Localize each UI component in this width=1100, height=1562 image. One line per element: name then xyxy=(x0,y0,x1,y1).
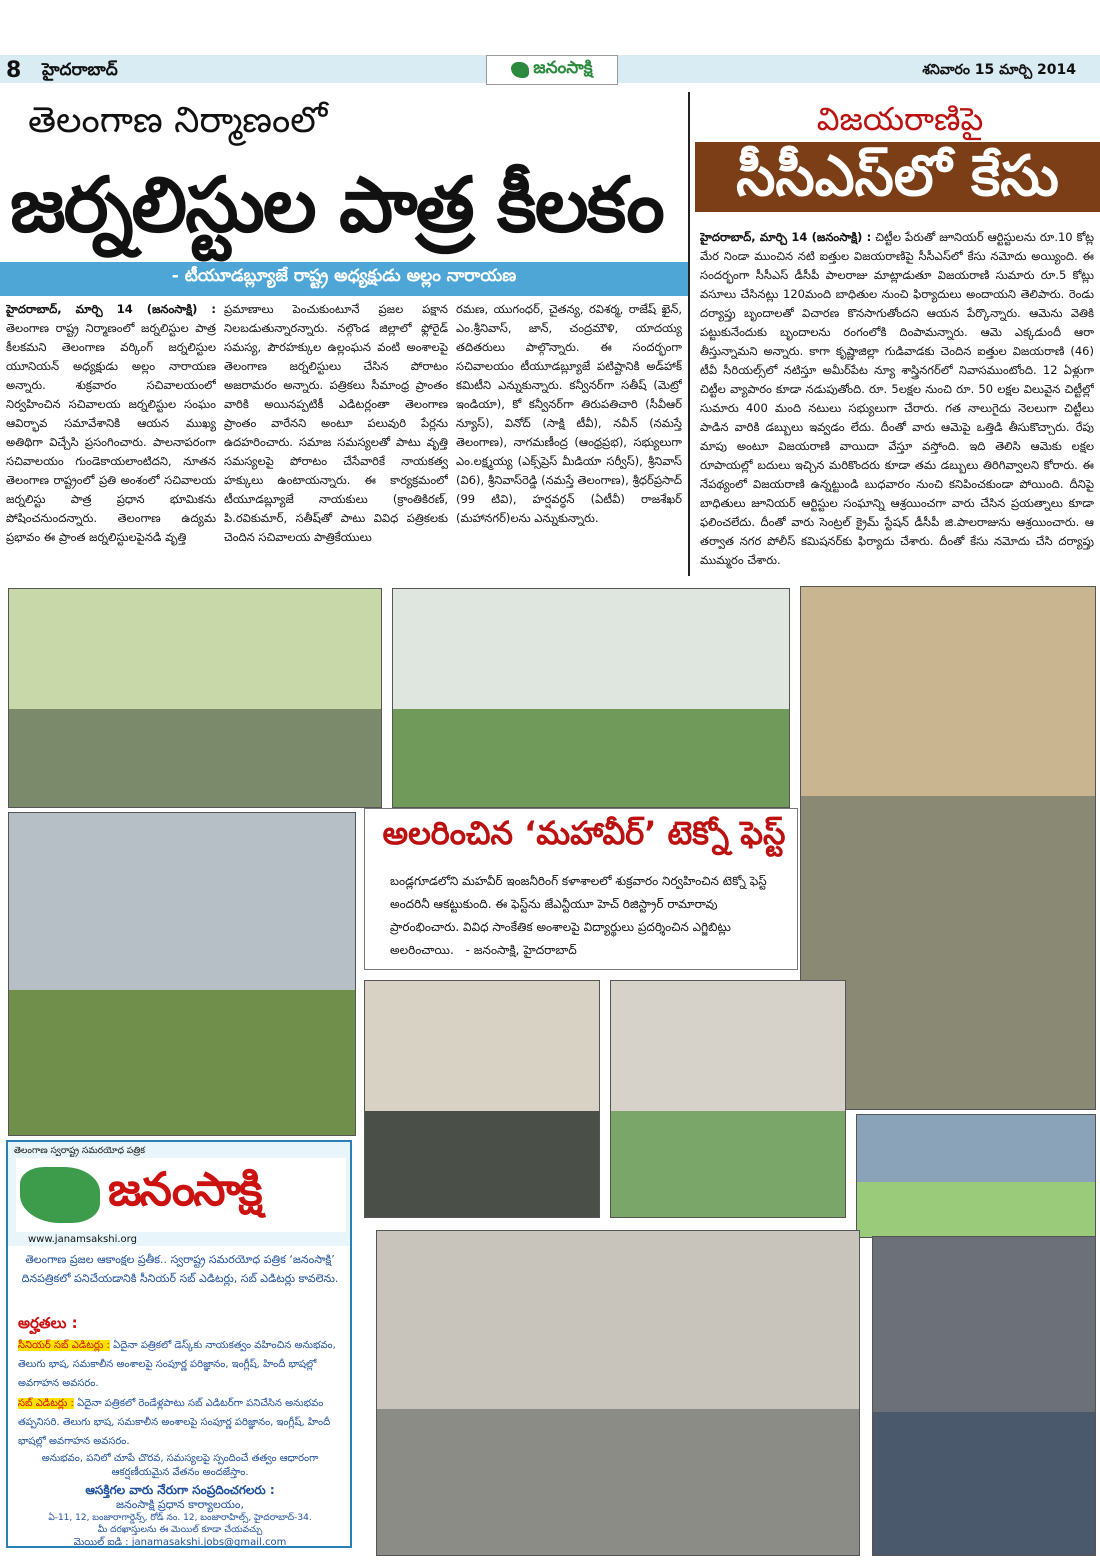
ad-address: ఏ-11, 12, బంజారాగార్డెన్స్, రోడ్ నం. 12, బంజారాహిల్స్, హైదరాబాద్-34. xyxy=(48,1513,312,1523)
photo-model-village xyxy=(856,1114,1096,1238)
tech-fest-credit: - జనంసాక్షి, హైదరాబాద్ xyxy=(465,943,577,957)
side-body: చిట్టీల పేరుతో జూనియర్ ఆర్టిస్టులను రూ.10 కోట్ల మేర నిండా ముంచిన నటి ఐత్తుల విజయరాణిపై సీసీఎస్‌లో కేసు నమోదు అయ్యింది. ఈ సందర్భంగా సీసీఎస్ డీసీపీ పాలరాజు మాట్లాడుతూ విజయరాణి సుమారు రూ.5 కోట్లు వసూలు చేసినట్లు 120మంది బాధితుల నుంచి ఫిర్యాదులు అందాయని తెలిపారు. రెండు దర్యాప్తు బృందాలతో విచారణ కొనసాగుతోందని ఆయన పేర్కొన్నారు. ఆమెను వెతికి పట్టుకునేందుకు బృందాలను రంగంలోకి దింపామన్నారు. ఆమె ఎక్కడుందీ ఆరా తీస్తున్నామని అన్నారు. కాగా కృష్ణాజిల్లా గుడివాడకు చెందిన ఐత్తుల విజయరాణి (46) టీవీ సీరియల్స్‌లో నటిస్తూ అమీర్‌పేట న్యూ శాస్త్రినగర్‌లో నివాసముంటోంది. 12 ఏళ్లుగా చిట్టీల వ్యాపారం కూడా నడుపుతోంది. రూ. 5లక్షల నుంచి రూ. 50 లక్షల విలువైన చిట్టీల్లో సుమారు 400 మంది నటులు సభ్యులుగా చేరారు. గత నాలుగైదు నెలలుగా చిట్టీలు పాడిన వారికి డబ్బులు ఇవ్వడం లేదు. దీంతో వారు ఆమెపై ఒత్తిడి తీసుకొచ్చారు. రేపు మాపు అంటూ విజయరాణి వాయిదా వేస్తూ వస్తోంది. ఇది తెలిసి ఆమెకు లక్షల రూపాయల్లో బదులు ఇచ్చిన మరికొందరు కూడా తమ డబ్బులు తిరిగివ్వాలని కోరారు. ఈ నేపథ్యంలో విజయరాణి ఉన్నట్టుండి బుధవారం నుంచి కనిపించకుండా పోయింది. దీనిపై బాధితులు జూనియర్ ఆర్టిస్టుల సంఘాన్ని ఆశ్రయించగా వారు చేసిన ప్రయత్నాలు కూడా ఫలించలేదు. దీంతో వారు సెంట్రల్ క్రైమ్ స్టేషన్ డీసీపీ జి.పాలరాజును ఆశ్రయించారు. ఆ తర్వాత నగర పోలీస్ కమిషనర్‌కు ఫిర్యాదు చేశారు. దీంతో కేసు నమోదు చేసి దర్యాప్తు ముమ్మరం చేశారు. xyxy=(700,230,1094,567)
side-dateline: హైదరాబాద్, మార్చి 14 (జనంసాక్షి) : xyxy=(700,230,872,244)
ad-sub-label: సబ్ ఎడిటర్లు : xyxy=(18,1398,74,1409)
photo-students-model xyxy=(8,812,356,1136)
ad-senior-text: ఏదైనా పత్రికలో డెస్క్‌కు నాయకత్వం వహించిన అనుభవం, తెలుగు భాష, సమకాలీన అంశాలపై సంపూర్ణ పరిజ్ఞానం, ఇంగ్లీష్, హిందీ భాషల్లో అవగాహన అవసరం. xyxy=(18,1340,336,1389)
tech-fest-body xyxy=(390,870,790,962)
ad-sub-text: ఏదైనా పత్రికలో రెండేళ్లపాటు సబ్ ఎడిటర్‌గా పనిచేసిన అనుభవం తప్పనిసరి. తెలుగు భాష, సమకాలీన అంశాలపై సంపూర్ణ పరిజ్ఞానం, ఇంగ్లీష్, హిందీ భాషల్లో అవగాహన అవసరం. xyxy=(18,1398,331,1447)
photo-buggy xyxy=(364,980,600,1218)
side-headline: సీసీఎస్‌లో కేసు xyxy=(695,142,1100,212)
page-header xyxy=(0,0,1100,88)
paper-name: జనంసాక్షి xyxy=(533,58,593,78)
tech-fest-text: బండ్లగూడలోని మహవీర్ ఇంజనీరింగ్ కళాశాలలో శుక్రవారం నిర్వహించిన టెక్నో ఫెస్ట్ అందరినీ ఆకట్టుకుంది. ఈ ఫెస్ట్‌ను జేఎన్టీయూ హెచ్ రిజిస్ట్రార్ రామారావు ప్రారంభించారు. వివిధ సాంకేతిక అంశాలపై విద్యార్థులు ప్రదర్శించిన ఎగ్జిబిట్లు అలరించాయి. xyxy=(390,874,767,957)
lead-body-1: తెలంగాణ రాష్ట్ర నిర్మాణంలో జర్నలిస్టుల పాత్ర కీలకమని తెలంగాణ వర్కింగ్ జర్నలిస్టుల యూనియన్ అధ్యక్షుడు అల్లం నారాయణ అన్నారు. శుక్రవారం సచివాలయంలో నిర్వహించిన సచివాలయ జర్నలిస్టుల సంఘం ఆవిర్భావ సమావేశానికి ఆయన ముఖ్య అతిథిగా విచ్చేసి ప్రసంగించారు. పాలనాపరంగా సచివాలయం గుండెకాయలాంటిదని, నూతన తెలంగాణ రాష్ట్రంలో ప్రతి అంశంలో సచివాలయ జర్నలిస్టు పాత్ర ప్రధాన భూమికను పోషించనుందన్నారు. తెలంగాణ ఉద్యమ ప్రభావం ఈ ప్రాంత జర్నలిస్టులపైనడి వృత్తి xyxy=(6,321,216,544)
photo-crowd-exhibit xyxy=(376,1230,860,1556)
side-column xyxy=(700,228,1094,574)
lead-headline: జర్నలిస్టుల పాత్ర కీలకం xyxy=(10,160,663,249)
telangana-map-icon xyxy=(20,1167,100,1223)
photo-cycle xyxy=(610,980,846,1218)
side-kicker: విజయరాణిపై xyxy=(816,100,984,138)
lead-strap: - టీయూడబ్ల్యూజే రాష్ట్ర అధ్యక్షుడు అల్లం నారాయణ xyxy=(171,266,517,286)
ad-email[interactable]: మెయిల్ ఐడి : janamasakshi.jobs@gmail.com xyxy=(73,1537,287,1548)
ad-senior-label: సీనియర్ సబ్ ఎడిటర్లు : xyxy=(18,1340,110,1351)
ad-senior xyxy=(18,1336,344,1393)
page-number: 8 xyxy=(6,58,22,83)
lead-column-1 xyxy=(6,300,216,572)
ad-url: www.janamsakshi.org xyxy=(28,1234,137,1245)
ad-contact-heading: ఆసక్తిగల వారు నేరుగా సంప్రదించగలరు : xyxy=(85,1483,275,1497)
lead-body-3: రమణ, యుగంధర్, చైతన్య, రవిశర్మ, రాజేష్ ఖైన్, ఎం.శ్రీనివాస్, జాన్, చంద్రమౌళి, యాదయ్య తదితరులు పాల్గొన్నారు. ఈ సందర్భంగా సచివాలయం టీయూడబ్ల్యూజే పటిష్టానికి అడ్‌హాక్ కమిటీని ఎన్నుకున్నారు. కన్వీనర్‌గా సతీష్ (మెట్రో ఇండియా), కో కన్వీనర్‌గా తిరుపతిచారి (సీవీఆర్ న్యూస్), వినోద్ (సాక్షి టీవీ), నవీన్ (నమస్తే తెలంగాణ), నాగమణీంద్ర (ఆంధ్రప్రభ), సభ్యులుగా ఎం.లక్ష్మయ్య (ఎక్స్‌ప్రెస్ మీడియా సర్వీస్), శ్రీనివాస్ (వి6), శ్రీనివాస్‌రెడ్డి (నమస్తే తెలంగాణ), శ్రీధర్‌ప్రసాద్ (99 టివి), హర్షవర్ధన్ (ఏటీవీ) రాజశేఖర్ (మహానగర్)లను ఎన్నుకున్నారు. xyxy=(456,302,682,525)
lead-dateline: హైదరాబాద్, మార్చి 14 (జనంసాక్షి) : xyxy=(6,302,216,316)
ad-sub xyxy=(18,1394,344,1451)
ad-intro: తెలంగాణ ప్రజల ఆకాంక్షల ప్రతీక.. స్వరాష్ట్ర సమరయోధ పత్రిక ‘జనంసాక్షి’ దినపత్రికలో పనిచేయడానికి సీనియర్ సబ్ ఎడిటర్లు, సబ్ ఎడిటర్లు కావలెను. xyxy=(21,1253,339,1285)
tech-fest-headline: అలరించిన ‘మహావీర్’ టెక్నో ఫెస్ట్ xyxy=(382,814,786,852)
ad-qual-heading: అర్హతలు : xyxy=(18,1314,78,1332)
photo-exhibit-vehicle xyxy=(392,588,790,808)
column-divider xyxy=(688,92,690,576)
job-advertisement xyxy=(6,1140,352,1548)
photo-robot-car xyxy=(872,1236,1096,1556)
ad-office: జనంసాక్షి ప్రధాన కార్యాలయం, xyxy=(116,1498,244,1511)
leaf-logo-icon xyxy=(511,62,529,78)
ad-tagline: తెలంగాణ స్వరాష్ట్ర సమరయోధ పత్రిక xyxy=(14,1146,145,1156)
section-city: హైదరాబాద్ xyxy=(42,60,118,80)
photo-ribbon-cutting xyxy=(8,588,382,808)
paper-logo xyxy=(486,55,618,85)
lead-body-2: ప్రమాణాలు పెంచుకుంటూనే ప్రజల పక్షాన నిలబడుతున్నారన్నారు. నల్గొండ జిల్లాలో ఫ్లోరైడ్ సమస్య, పౌరహక్కుల ఉల్లంఘన వంటి అంశాలపై తెలంగాణ జర్నలిస్టులు చేసిన పోరాటం అజరామరం అన్నారు. పత్రికలు సీమాంధ్ర ప్రాంతం వారికి అయినప్పటికీ ఎడిటర్లంతా తెలంగాణ ప్రాంతం వారేనని అంటూ పలువురి పేర్లను ఉదహరించారు. సమాజ సమస్యలతో పాటు వృత్తి సమస్యలపై పోరాటం చేసేవారికే నాయకత్వ హక్కులు ఉంటాయన్నారు. ఈ కార్యక్రమంలో టీయూడబ్ల్యూజే నాయకులు (క్రాంతికిరణ్, పి.రవికుమార్, సతీష్‌తో పాటు వివిధ పత్రికలకు చెందిన సచివాలయ పాత్రికేయులు xyxy=(224,302,448,544)
issue-date: శనివారం 15 మార్చి 2014 xyxy=(922,62,1076,78)
ad-salary-line: అనుభవం, పనిలో చూపే చొరవ, సమస్యలపై స్పందించే తత్వం ఆధారంగా ఆకర్షణీయమైన వేతనం అందజేస్తాం. xyxy=(41,1453,319,1478)
ad-logo xyxy=(16,1158,346,1232)
ad-contact xyxy=(18,1452,342,1548)
lead-kicker: తెలంగాణ నిర్మాణంలో xyxy=(28,100,328,141)
ad-resume-note: మీ దరఖాస్తులను ఈ మెయిల్ కూడా చేయవచ్చు xyxy=(97,1525,263,1535)
ad-paper-name: జనంసాక్షి xyxy=(108,1162,261,1216)
